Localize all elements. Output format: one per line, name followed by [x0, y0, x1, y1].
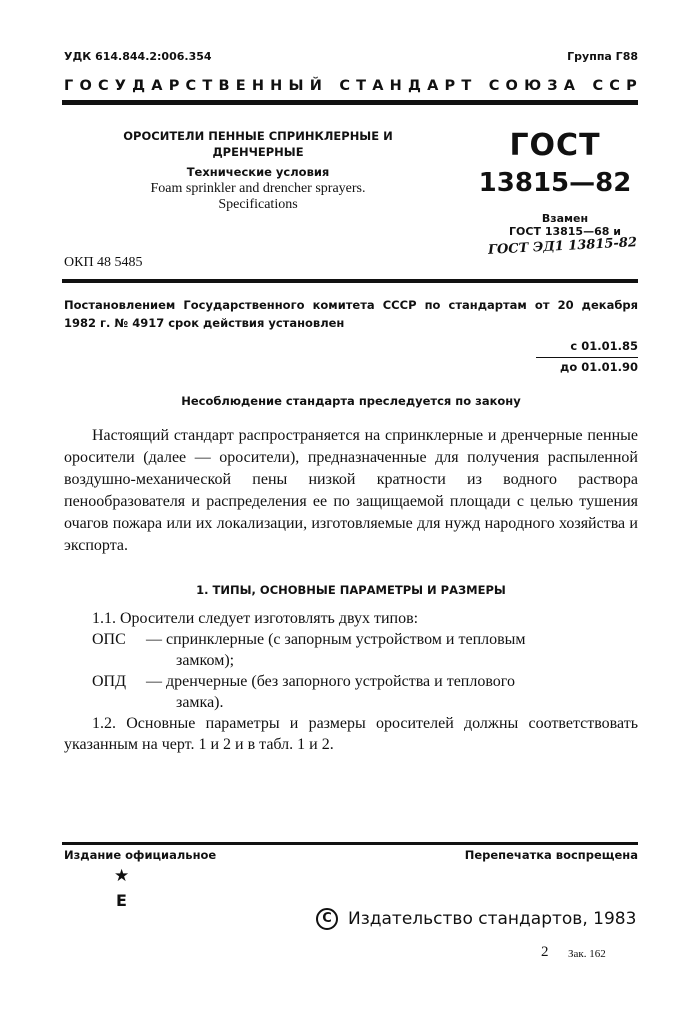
title-rule — [62, 279, 638, 283]
replaces-note — [492, 212, 638, 238]
type-ops-text — [146, 629, 638, 671]
clause-1-1: 1.1. Оросители следует изготовлять двух типов: — [92, 610, 419, 627]
copyright-icon: С — [316, 908, 338, 930]
validity-divider — [536, 357, 638, 358]
e-mark: Е — [116, 891, 127, 910]
star-icon: ★ — [114, 866, 130, 886]
type-ops-code: ОПС — [92, 631, 126, 648]
gost-block — [472, 128, 638, 200]
clause-1-2: 1.2. Основные параметры и размеры оросителей должны соответствовать указанным на черт. 1 и 2 и в табл. 1 и 2. — [64, 715, 638, 753]
footer-rule — [62, 842, 638, 845]
subtitle-en-line: Specifications — [218, 197, 298, 212]
valid-to: до 01.01.90 — [560, 360, 638, 374]
official-edition: Издание официальное — [64, 848, 217, 862]
group-code: Группа Г88 — [567, 50, 638, 63]
intro-paragraph: Настоящий стандарт распространяется на спринклерные и дренчерные пенные оросители (далее — оросители), предназначенные для получения распыленной воздушно-механической пены низкой кратности из водного раствора пенообразователя и распределения ее по защищаемой площади с целью тушения очагов пожара или их локализации, изготовляемые для нужд народного хозяйства и экспорта. — [64, 427, 638, 554]
type-ops — [64, 629, 638, 671]
okp-code: ОКП 48 5485 — [64, 255, 143, 270]
section-body — [64, 608, 638, 755]
publisher-line — [316, 908, 636, 930]
type-opd-line1: — дренчерные (без запорного устройства и теплового — [146, 673, 515, 690]
replaces-value: ГОСТ 13815—68 и — [509, 225, 621, 238]
document-title: ОРОСИТЕЛИ ПЕННЫЕ СПРИНКЛЕРНЫЕ И ДРЕНЧЕРНЫЕ — [123, 129, 393, 159]
gost-number: 13815—82 — [478, 168, 632, 198]
udk-code: УДК 614.844.2:006.354 — [64, 50, 212, 63]
title-en-line: Foam sprinkler and drencher sprayers. — [150, 181, 366, 196]
header-rule — [62, 100, 638, 105]
gost-label: ГОСТ — [509, 128, 601, 163]
reprint-prohibited: Перепечатка воспрещена — [464, 848, 638, 862]
publisher-name: Издательство стандартов, 1983 — [348, 909, 637, 929]
handwritten-note: ГОСТ ЭД1 13815-82 — [487, 235, 638, 258]
state-standard-banner: ГОСУДАРСТВЕННЫЙ СТАНДАРТ СОЮЗА ССР — [64, 78, 643, 94]
replaces-label: Взамен — [541, 212, 589, 225]
type-ops-line1: — спринклерные (с запорным устройством и тепловым — [146, 631, 526, 648]
decree-text: Постановлением Государственного комитета СССР по стандартам от 20 декабря 1982 г. № 4917 срок действия установлен — [64, 298, 638, 330]
law-notice: Несоблюдение стандарта преследуется по закону — [181, 394, 521, 408]
document-subtitle: Технические условия — [186, 165, 330, 179]
type-opd-text — [146, 671, 638, 713]
type-opd — [64, 671, 638, 713]
order-number: Зак. 162 — [568, 948, 606, 960]
section-heading: 1. ТИПЫ, ОСНОВНЫЕ ПАРАМЕТРЫ И РАЗМЕРЫ — [196, 583, 506, 597]
type-opd-code: ОПД — [92, 673, 127, 690]
valid-from: с 01.01.85 — [570, 339, 638, 353]
type-ops-line2: замком); — [176, 652, 235, 669]
type-opd-line2: замка). — [176, 694, 224, 711]
page-number: 2 — [541, 944, 549, 960]
title-block — [112, 128, 404, 213]
document-title-en — [112, 181, 404, 213]
